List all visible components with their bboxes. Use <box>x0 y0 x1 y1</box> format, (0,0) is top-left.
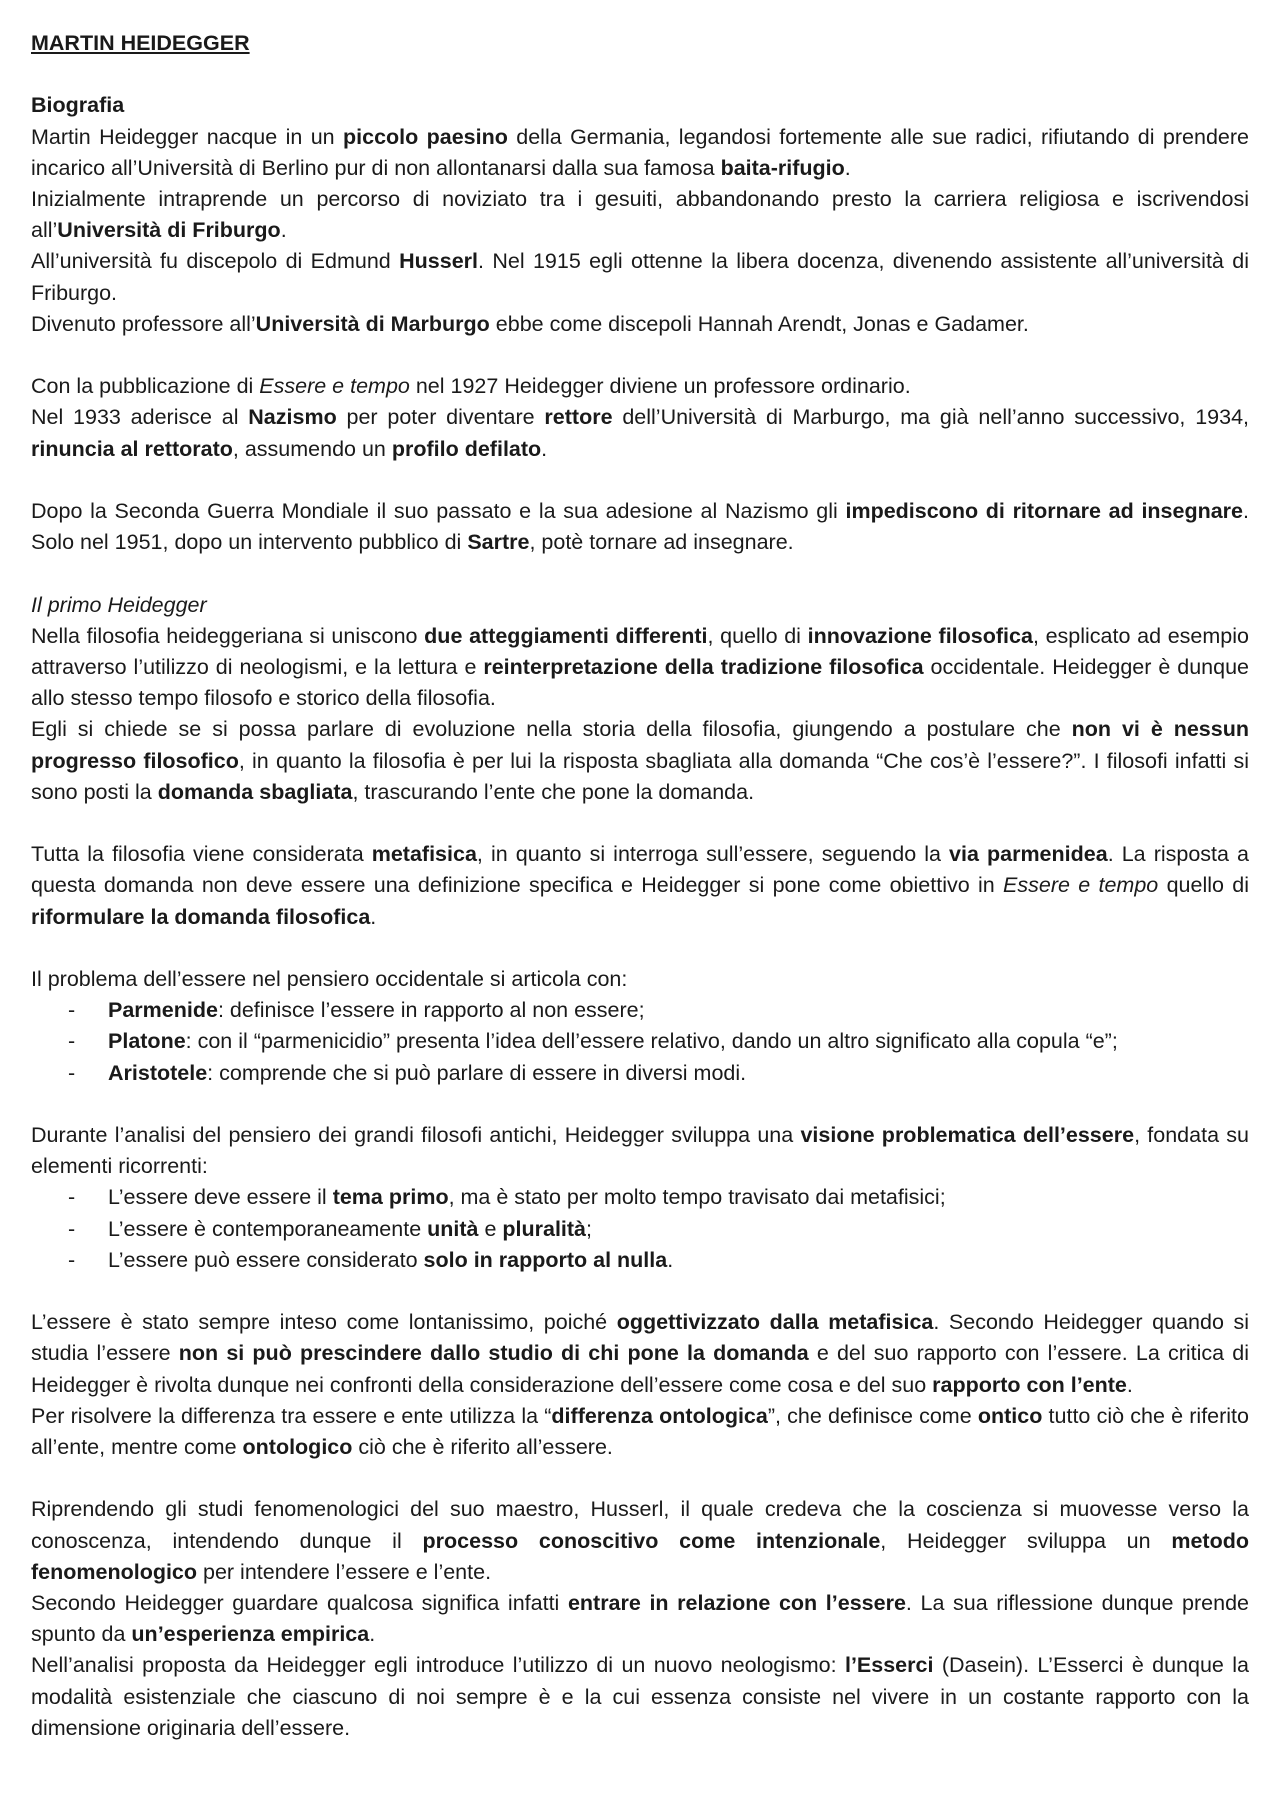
paragraph <box>31 964 1249 995</box>
text-run: Egli si chiede se si possa parlare di evoluzione nella storia della filosofia, giungendo a postulare che <box>31 717 1072 742</box>
text-run: ciò che è riferito all’essere. <box>352 1435 613 1460</box>
text-run: Inizialmente intraprende un percorso di noviziato tra i gesuiti, abbandonando presto la carriera religiosa e iscrivendosi all’ <box>31 187 1249 243</box>
bold-text: Parmenide <box>108 998 218 1023</box>
text-run: e del suo rapporto con l’essere. La critica di Heidegger è rivolta dunque nei confronti della considerazione dell’essere come cosa e del suo <box>31 1341 1249 1397</box>
text-run: . Solo nel 1951, dopo un intervento pubblico di <box>31 499 1249 555</box>
text-run: , Heidegger sviluppa un <box>880 1528 1172 1553</box>
text-run: . <box>369 1622 376 1647</box>
primo-body-2 <box>31 1089 1249 1183</box>
text-run: . <box>667 1247 674 1272</box>
bold-text: non si può prescindere dallo studio di chi pone la domanda <box>178 1341 809 1366</box>
bold-text: pluralità <box>502 1216 587 1241</box>
paragraph <box>31 1401 1249 1463</box>
bold-text: visione problematica dell’essere <box>800 1123 1135 1147</box>
text-run: L’essere deve essere il <box>108 1185 333 1210</box>
spacer <box>31 465 1249 496</box>
italic-text: Essere e tempo <box>259 374 410 399</box>
paragraph <box>31 1120 1249 1182</box>
text-run: . <box>541 436 548 461</box>
text-run: tutto ciò che è riferito all’ente, mentre come <box>31 1403 1249 1460</box>
paragraph <box>31 496 1249 558</box>
problematic-vision-list <box>31 1182 1249 1276</box>
bold-text: rapporto con l’ente <box>932 1372 1127 1397</box>
italic-text: Essere e tempo <box>1003 873 1159 898</box>
bold-text: rettore <box>544 405 613 430</box>
biografia-body <box>31 122 1249 559</box>
text-run: (Dasein). L’Esserci è dunque la modalità esistenziale che ciascuno di noi sempre è e la cui essenza consiste nel vivere in un costante rapporto con la dimensione originaria dell’essere. <box>31 1653 1249 1740</box>
dash-bullet-icon: - <box>68 1060 76 1085</box>
list-item <box>31 1058 1249 1089</box>
text-run: , quello di <box>707 623 808 648</box>
text-run: Per risolvere la differenza tra essere e ente utilizza la “ <box>31 1403 552 1428</box>
text-run: Martin Heidegger nacque in un <box>31 124 343 149</box>
paragraph <box>31 1650 1249 1744</box>
spacer <box>31 59 1249 90</box>
text-run: ebbe come discepoli Hannah Arendt, Jonas e Gadamer. <box>489 311 1029 336</box>
philosophers-list <box>31 995 1249 1089</box>
paragraph <box>31 402 1249 464</box>
text-run: : definisce l’essere in rapporto al non essere; <box>217 998 645 1023</box>
primo-body <box>31 621 1249 995</box>
list-item <box>31 1026 1249 1057</box>
text-run: Durante l’analisi del pensiero dei grandi filosofi antichi, Heidegger sviluppa una <box>31 1123 801 1147</box>
text-run: Dopo la Seconda Guerra Mondiale il suo passato e la sua adesione al Nazismo gli <box>31 499 846 523</box>
bold-text: due atteggiamenti differenti <box>424 623 708 648</box>
spacer <box>31 808 1249 839</box>
bold-text: profilo defilato <box>391 436 542 461</box>
bold-text: differenza ontologica <box>551 1403 768 1428</box>
spacer <box>31 340 1249 371</box>
primo-body-3 <box>31 1276 1249 1744</box>
text-run: per poter diventare <box>336 405 545 430</box>
bold-text: domanda sbagliata <box>157 779 353 804</box>
paragraph <box>31 1494 1249 1588</box>
bold-text: solo in rapporto al nulla <box>423 1247 668 1272</box>
bold-text: via parmenidea <box>949 842 1108 867</box>
bold-text: riformulare la domanda filosofica <box>31 904 371 929</box>
text-run: Nell’analisi proposta da Heidegger egli introduce l’utilizzo di un nuovo neologismo: <box>31 1653 845 1678</box>
bold-text: l’Esserci <box>844 1653 934 1678</box>
text-run: occidentale. Heidegger è dunque allo stesso tempo filosofo e storico della filosofia. <box>31 655 1250 711</box>
paragraph <box>31 839 1249 933</box>
bold-text: non vi è nessun progresso filosofico <box>31 717 1249 773</box>
dash-bullet-icon: - <box>68 1247 76 1272</box>
text-run: , in quanto la filosofia è per lui la risposta sbagliata alla domanda “Che cos’è l’essere?”. I filosofi infatti si sono posti la <box>31 748 1249 804</box>
text-run: . <box>1126 1372 1133 1397</box>
bold-text: Università di Marburgo <box>255 311 490 336</box>
text-run: : comprende che si può parlare di essere in diversi modi. <box>207 1060 747 1085</box>
bold-text: piccolo paesino <box>343 124 508 149</box>
paragraph <box>31 621 1249 715</box>
bold-text: unità <box>427 1216 479 1241</box>
text-run: All’università fu discepolo di Edmund <box>31 249 400 274</box>
bold-text: baita-rifugio <box>720 155 845 180</box>
section-heading-primo-heidegger: Il primo Heidegger <box>31 592 207 617</box>
spacer <box>31 558 1249 589</box>
paragraph <box>31 309 1249 340</box>
paragraph <box>31 184 1249 246</box>
text-run: quello di <box>1158 873 1249 898</box>
text-run: , trascurando l’ente che pone la domanda. <box>352 779 755 804</box>
text-run: , fondata su elementi ricorrenti: <box>31 1123 1249 1179</box>
text-run: . La sua riflessione dunque prende spunto da <box>31 1591 1249 1647</box>
text-run: Il problema dell’essere nel pensiero occidentale si articola con: <box>31 967 628 991</box>
text-run: Con la pubblicazione di <box>31 374 260 399</box>
document-title: MARTIN HEIDEGGER <box>31 31 250 55</box>
paragraph <box>31 1588 1249 1650</box>
bold-text: rinuncia al rettorato <box>31 436 233 461</box>
list-item <box>31 995 1249 1026</box>
bold-text: processo conoscitivo come intenzionale <box>422 1528 881 1553</box>
text-run: dell’Università di Marburgo, ma già nell’anno successivo, 1934, <box>612 405 1250 430</box>
bold-text: ontologico <box>242 1435 353 1460</box>
paragraph <box>31 1307 1249 1401</box>
bold-text: ontico <box>977 1403 1043 1428</box>
spacer <box>31 1463 1249 1494</box>
bold-text: impediscono di ritornare ad insegnare <box>845 499 1244 523</box>
paragraph <box>31 122 1249 184</box>
text-run: , in quanto si interroga sull’essere, seguendo la <box>476 842 950 867</box>
text-run: : con il “parmenicidio” presenta l’idea dell’essere relativo, dando un altro significato alla copula “e”; <box>185 1029 1118 1054</box>
bold-text: un’esperienza empirica <box>131 1622 370 1647</box>
text-run: della Germania, legandosi fortemente alle sue radici, rifiutando di prendere incarico all’Università di Berlino pur di non allontanarsi dalla sua famosa <box>31 124 1249 180</box>
spacer <box>31 1089 1249 1120</box>
bold-text: oggettivizzato dalla metafisica <box>616 1310 934 1335</box>
bold-text: Sartre <box>467 530 530 555</box>
bold-text: tema primo <box>332 1185 449 1210</box>
bold-text: Aristotele <box>108 1060 208 1085</box>
bold-text: metafisica <box>371 842 477 867</box>
bold-text: Università di Friburgo <box>57 218 281 243</box>
text-run: . <box>844 155 851 180</box>
text-run: per intendere l’essere e l’ente. <box>197 1559 492 1584</box>
text-run: ”, che definisce come <box>767 1403 978 1428</box>
paragraph <box>31 714 1249 808</box>
paragraph <box>31 246 1249 308</box>
dash-bullet-icon: - <box>68 998 76 1023</box>
spacer <box>31 1276 1249 1307</box>
text-run: , esplicato ad esempio attraverso l’utilizzo di neologismi, e la lettura e <box>31 623 1249 679</box>
bold-text: innovazione filosofica <box>807 623 1033 648</box>
text-run: ; <box>586 1216 593 1241</box>
document-page <box>31 28 1249 1744</box>
bold-text: reinterpretazione della tradizione filosofica <box>483 655 924 679</box>
text-run: nel 1927 Heidegger diviene un professore ordinario. <box>409 374 911 399</box>
text-run: Nel 1933 aderisce al <box>31 405 249 430</box>
dash-bullet-icon: - <box>68 1029 76 1054</box>
paragraph <box>31 371 1249 402</box>
bold-text: entrare in relazione con l’essere <box>567 1591 906 1616</box>
text-run: . La risposta a questa domanda non deve essere una definizione specifica e Heidegger si pone come obiettivo in <box>31 842 1250 898</box>
text-run: L’essere è stato sempre inteso come lontanissimo, poiché <box>31 1310 617 1335</box>
list-item <box>31 1245 1249 1276</box>
bold-text: metodo fenomenologico <box>31 1528 1249 1584</box>
text-run: Tutta la filosofia viene considerata <box>31 842 372 867</box>
text-run: L’essere può essere considerato <box>108 1247 424 1272</box>
text-run: Riprendendo gli studi fenomenologici del suo maestro, Husserl, il quale credeva che la coscienza si muovesse verso la conoscenza, intendendo dunque il <box>31 1497 1249 1553</box>
text-run: , assumendo un <box>232 436 392 461</box>
section-heading-biografia: Biografia <box>31 93 125 118</box>
text-run: Secondo Heidegger guardare qualcosa significa infatti <box>31 1591 568 1616</box>
list-item <box>31 1182 1249 1213</box>
text-run: . <box>280 218 287 243</box>
spacer <box>31 933 1249 964</box>
text-run: . <box>370 904 377 929</box>
text-run: . Nel 1915 egli ottenne la libera docenza, divenendo assistente all’università di Friburgo. <box>31 249 1249 305</box>
list-item <box>31 1214 1249 1245</box>
text-run: . Secondo Heidegger quando si studia l’essere <box>31 1310 1249 1366</box>
text-run: Nella filosofia heideggeriana si uniscono <box>31 623 425 648</box>
text-run: Divenuto professore all’ <box>31 311 256 336</box>
text-run: , ma è stato per molto tempo travisato dai metafisici; <box>448 1185 946 1210</box>
bold-text: Nazismo <box>248 405 337 430</box>
text-run: e <box>478 1216 503 1241</box>
bold-text: Platone <box>108 1029 186 1054</box>
bold-text: Husserl <box>399 249 478 274</box>
dash-bullet-icon: - <box>68 1216 76 1241</box>
text-run: , potè tornare ad insegnare. <box>529 530 794 555</box>
text-run: L’essere è contemporaneamente <box>108 1216 428 1241</box>
dash-bullet-icon: - <box>68 1185 76 1210</box>
